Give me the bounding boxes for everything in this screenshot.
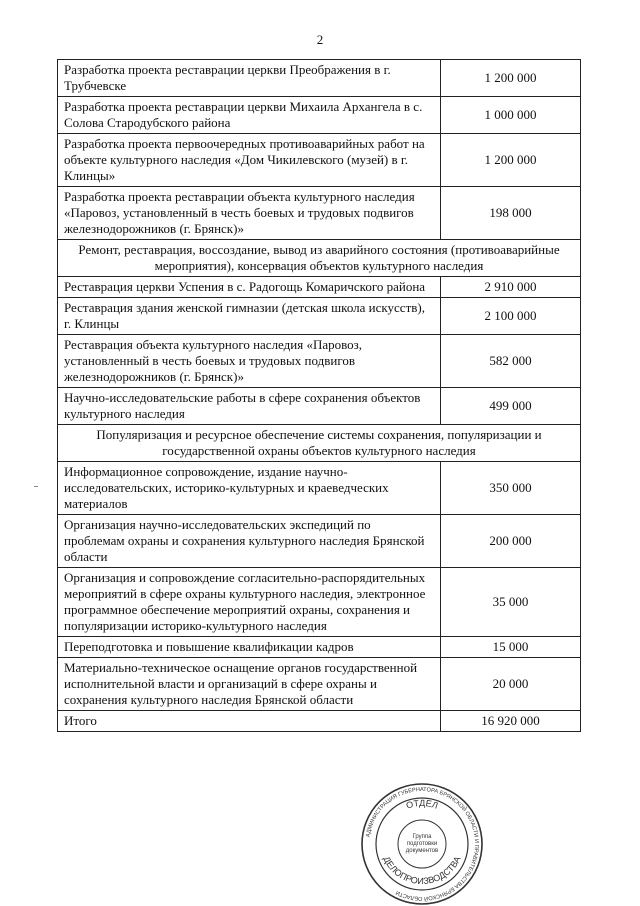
item-amount: 2 910 000 — [441, 277, 581, 298]
item-amount: 1 000 000 — [441, 97, 581, 134]
section-header-row — [58, 425, 581, 462]
total-row — [58, 711, 581, 732]
item-amount: 200 000 — [441, 515, 581, 568]
item-amount: 499 000 — [441, 388, 581, 425]
item-name: Информационное сопровождение, издание научно-исследовательских, историко-культурных и краеведческих материалов — [58, 462, 441, 515]
table-row — [58, 335, 581, 388]
item-name: Разработка проекта реставрации церкви Преображения в г. Трубчевске — [58, 60, 441, 97]
item-name: Реставрация здания женской гимназии (детская школа искусств), г. Клинцы — [58, 298, 441, 335]
item-name: Организация научно-исследовательских экспедиций по проблемам охраны и сохранения культурного наследия Брянской области — [58, 515, 441, 568]
table-row — [58, 658, 581, 711]
item-amount: 350 000 — [441, 462, 581, 515]
section-header: Ремонт, реставрация, воссоздание, вывод из аварийного состояния (противоаварийные мероприятия), консервация объектов культурного наследия — [58, 240, 581, 277]
item-amount: 35 000 — [441, 568, 581, 637]
item-amount: 1 200 000 — [441, 60, 581, 97]
table-row — [58, 568, 581, 637]
office-stamp — [360, 782, 484, 906]
stamp-center-line: документов — [405, 848, 439, 854]
item-name: Разработка проекта реставрации церкви Михаила Архангела в с. Солова Стародубского района — [58, 97, 441, 134]
stamp-department-top: ОТДЕЛ — [404, 797, 440, 811]
item-amount: 20 000 — [441, 658, 581, 711]
section-header: Популяризация и ресурсное обеспечение системы сохранения, популяризации и государственной охраны объектов культурного наследия — [58, 425, 581, 462]
item-name: Научно-исследовательские работы в сфере сохранения объектов культурного наследия — [58, 388, 441, 425]
stamp-department-bottom: ДЕЛОПРОИЗВОДСТВА — [381, 854, 463, 887]
table-row — [58, 97, 581, 134]
table-row — [58, 134, 581, 187]
item-name: Материально-техническое оснащение органов государственной исполнительной власти и организаций в сфере охраны и сохранения культурного наследия Брянской области — [58, 658, 441, 711]
stamp-ring-text: АДМИНИСТРАЦИЯ ГУБЕРНАТОРА БРЯНСКОЙ ОБЛАСТИ И ПРАВИТЕЛЬСТВА БРЯНСКОЙ ОБЛАСТИ — [365, 786, 480, 902]
budget-table-body — [58, 60, 581, 732]
table-row — [58, 187, 581, 240]
item-amount: 2 100 000 — [441, 298, 581, 335]
table-row — [58, 388, 581, 425]
page-number: 2 — [316, 32, 324, 47]
table-row — [58, 637, 581, 658]
margin-mark — [34, 486, 38, 487]
table-row — [58, 462, 581, 515]
item-amount: 15 000 — [441, 637, 581, 658]
item-name: Разработка проекта реставрации объекта культурного наследия «Паровоз, установленный в честь боевых и трудовых подвигов железнодорожников (г. Брянск)» — [58, 187, 441, 240]
item-name: Разработка проекта первоочередных противоаварийных работ на объекте культурного наследия «Дом Чикилевского (музей) в г. Клинцы» — [58, 134, 441, 187]
item-amount: 198 000 — [441, 187, 581, 240]
item-amount: 582 000 — [441, 335, 581, 388]
total-amount: 16 920 000 — [441, 711, 581, 732]
item-name: Переподготовка и повышение квалификации кадров — [58, 637, 441, 658]
item-name: Организация и сопровождение согласительно-распорядительных мероприятий в сфере охраны культурного наследия, электронное программное обеспечение мероприятий охраны, сохранения и популяризации историко-культурного наследия — [58, 568, 441, 637]
total-label: Итого — [58, 711, 441, 732]
stamp-center-line: подготовки — [406, 841, 438, 847]
stamp-center-line: Группа — [412, 834, 432, 840]
table-row — [58, 298, 581, 335]
budget-table — [57, 59, 581, 732]
item-amount: 1 200 000 — [441, 134, 581, 187]
section-header-row — [58, 240, 581, 277]
table-row — [58, 515, 581, 568]
item-name: Реставрация церкви Успения в с. Радогощь Комаричского района — [58, 277, 441, 298]
item-name: Реставрация объекта культурного наследия «Паровоз, установленный в честь боевых и трудовых подвигов железнодорожников (г. Брянск)» — [58, 335, 441, 388]
table-row — [58, 60, 581, 97]
table-row — [58, 277, 581, 298]
